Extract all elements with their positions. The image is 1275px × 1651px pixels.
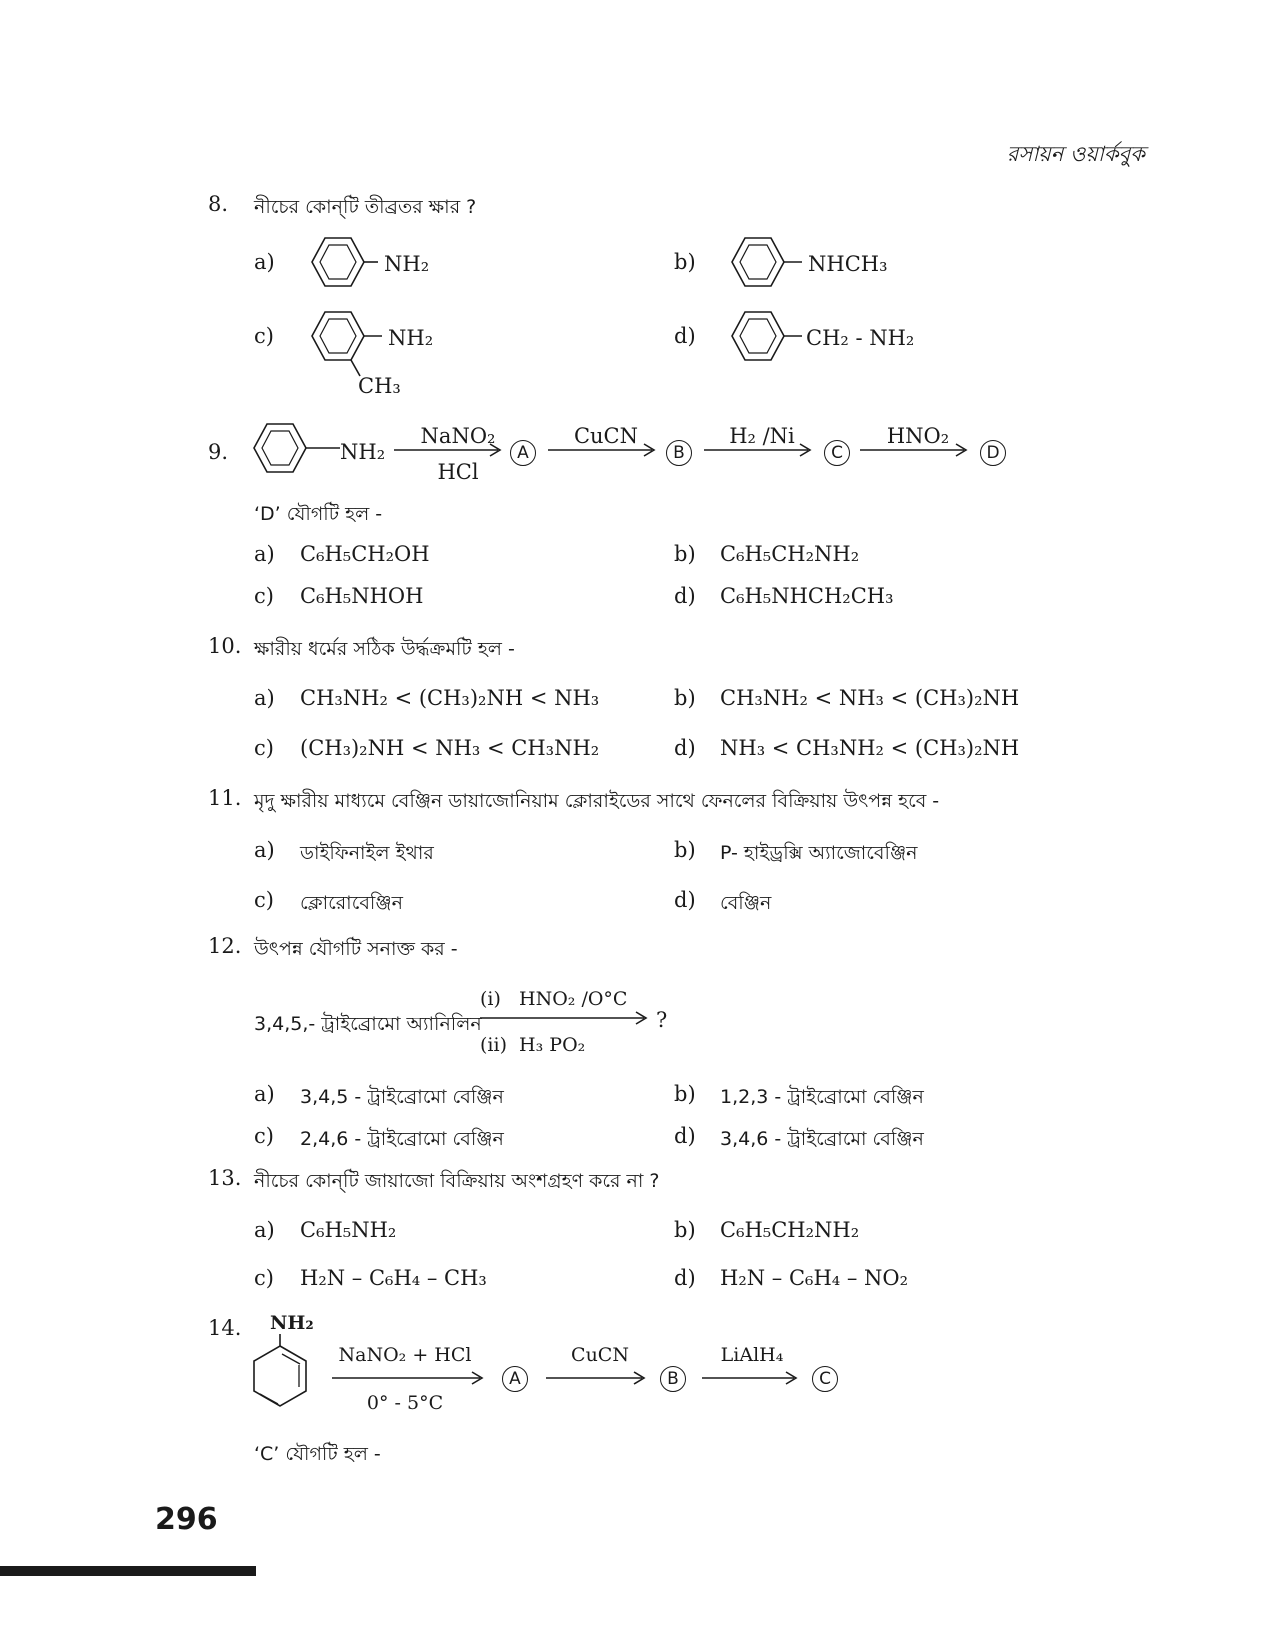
option-label: a) [254,838,275,862]
option-label: d) [674,736,696,760]
workbook-title: রসায়ন ওয়ার্কবুক [1006,142,1145,166]
option-label: c) [254,1266,274,1290]
reaction-arrow-icon [860,442,972,458]
substituent-group: NH₂ [384,252,430,276]
option-text: (CH₃)₂NH < NH₃ < CH₃NH₂ [300,736,600,760]
reagent-above: H₂ /Ni [729,424,795,448]
question-text: নীচের কোন্‌টি তীব্রতর ক্ষার ? [254,196,477,218]
reagent-above: (i) HNO₂ /O°C [480,988,628,1010]
option-label: b) [674,686,696,710]
reagent-below: (ii) H₃ PO₂ [480,1034,586,1056]
option-text: C₆H₅NHCH₂CH₃ [720,584,894,608]
option-label: c) [254,1124,274,1148]
benzene-ring-icon [298,228,378,296]
reagent-below: 0° - 5°C [366,1392,444,1414]
option-text: C₆H₅CH₂NH₂ [720,542,860,566]
product-label: C [812,1366,838,1392]
reagent-above: CuCN [573,424,639,448]
option-text: CH₃NH₂ < NH₃ < (CH₃)₂NH [720,686,1020,710]
question-number: 11. [208,786,242,810]
footer-bar [0,1566,256,1576]
reaction-arrow-icon [704,442,816,458]
reagent-above: CuCN [571,1344,629,1366]
question-number: 12. [208,934,242,958]
substituent-group: NH₂ [340,440,386,464]
benzene-ring-icon [248,1334,314,1420]
option-text: ডাইফিনাইল ইথার [300,842,434,864]
option-label: b) [674,1082,696,1106]
option-text: C₆H₅CH₂NH₂ [720,1218,860,1242]
reactant-name: 3,4,5,- ট্রাইব্রোমো অ্যানিলিন [254,1013,482,1035]
option-label: d) [674,324,696,348]
option-label: b) [674,1218,696,1242]
option-label: c) [254,584,274,608]
reagent-above: NaNO₂ + HCl [338,1344,472,1366]
option-label: c) [254,736,274,760]
option-text: C₆H₅CH₂OH [300,542,430,566]
product-label: D [980,440,1006,466]
option-label: c) [254,888,274,912]
option-text: H₂N – C₆H₄ – CH₃ [300,1266,487,1290]
question-number: 8. [208,192,229,216]
reaction-arrow-icon [332,1370,488,1386]
benzene-ring-icon [718,228,802,296]
substituent-group: NH₂ [388,326,434,350]
option-label: b) [674,542,696,566]
reaction-arrow-icon [480,1010,652,1026]
option-text: ক্লোরোবেঞ্জিন [300,892,403,914]
option-text: P- হাইড্রক্সি অ্যাজোবেঞ্জিন [720,842,918,864]
option-label: d) [674,584,696,608]
substituent-group: CH₂ - NH₂ [806,326,915,350]
reaction-arrow-icon [394,442,506,458]
product-label: B [660,1366,686,1392]
option-text: বেঞ্জিন [720,892,772,914]
substituent-group: CH₃ [358,374,401,398]
option-label: d) [674,1124,696,1148]
product-label: A [510,440,536,466]
reagent-above: LiAlH₄ [720,1344,784,1366]
question-text: মৃদু ক্ষারীয় মাধ্যমে বেঞ্জিন ডায়াজোনিয়াম ক্লোরাইডের সাথে ফেনলের বিক্রিয়ায় উৎপন্ন হবে - [254,790,940,812]
question-text: ক্ষারীয় ধর্মের সঠিক উর্দ্ধক্রমটি হল - [254,638,515,660]
option-label: a) [254,250,275,274]
reaction-arrow-icon [548,442,660,458]
substituent-group: NH₂ [270,1312,314,1334]
option-label: d) [674,888,696,912]
product-label: C [824,440,850,466]
option-label: a) [254,1082,275,1106]
unknown-product: ? [656,1008,668,1032]
option-label: c) [254,324,274,348]
option-label: d) [674,1266,696,1290]
option-text: 3,4,5 - ট্রাইব্রোমো বেঞ্জিন [300,1086,504,1108]
question-text: ‘D’ যৌগটি হল - [254,503,383,525]
product-label: B [666,440,692,466]
option-text: 2,4,6 - ট্রাইব্রোমো বেঞ্জিন [300,1128,504,1150]
question-number: 13. [208,1166,242,1190]
question-text: উৎপন্ন যৌগটি সনাক্ত কর - [254,938,458,960]
reaction-arrow-icon [546,1370,650,1386]
option-label: a) [254,686,275,710]
option-label: a) [254,1218,275,1242]
option-text: C₆H₅NH₂ [300,1218,397,1242]
benzene-ring-icon [248,414,344,482]
option-label: b) [674,838,696,862]
product-label: A [502,1366,528,1392]
option-text: C₆H₅NHOH [300,584,424,608]
reagent-below: HCl [437,460,479,484]
page-number: 296 [155,1502,218,1537]
option-text: 1,2,3 - ট্রাইব্রোমো বেঞ্জিন [720,1086,924,1108]
question-text: ‘C’ যৌগটি হল - [254,1443,381,1465]
benzene-ring-icon [718,302,802,370]
option-label: a) [254,542,275,566]
option-text: H₂N – C₆H₄ – NO₂ [720,1266,909,1290]
benzene-ring-icon [298,302,388,382]
reagent-above: NaNO₂ [420,424,496,448]
question-number: 9. [208,440,229,464]
reaction-arrow-icon [702,1370,802,1386]
option-text: 3,4,6 - ট্রাইব্রোমো বেঞ্জিন [720,1128,924,1150]
question-text: নীচের কোন্‌টি জায়াজো বিক্রিয়ায় অংশগ্রহণ করে না ? [254,1170,660,1192]
reagent-above: HNO₂ [886,424,950,448]
option-label: b) [674,250,696,274]
option-text: NH₃ < CH₃NH₂ < (CH₃)₂NH [720,736,1020,760]
question-number: 14. [208,1316,242,1340]
substituent-group: NHCH₃ [808,252,888,276]
question-number: 10. [208,634,242,658]
option-text: CH₃NH₂ < (CH₃)₂NH < NH₃ [300,686,600,710]
